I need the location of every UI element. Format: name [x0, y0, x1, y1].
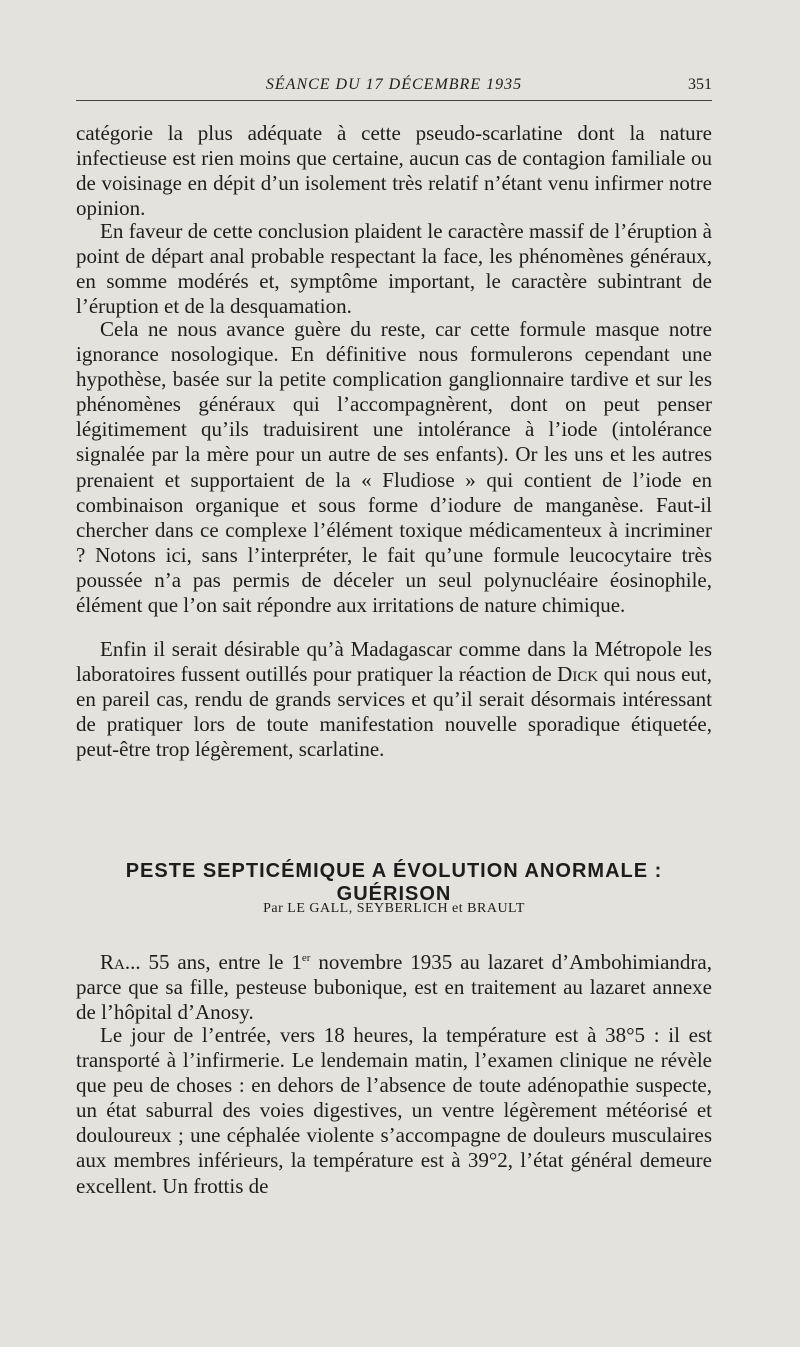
patient-intro-text-start: ... 55 ans, entre le 1	[124, 950, 302, 974]
paragraph-clinical-course: Le jour de l’entrée, vers 18 heures, la température est à 38°5 : il est transporté à l’infirmerie. Le lendemain matin, l’examen clinique ne révèle que peu de choses : en dehors de l’absence de toute adénopathie suspecte, un état saburral des voies digestives, un ventre légèrement météorisé et douloureux ; une céphalée violente s’accompagne de douleurs musculaires aux membres inférieurs, la température est à 39°2, l’état général demeure excellent. Un frottis de	[76, 1023, 712, 1198]
paragraph-laboratory-text-end: qui nous eut, en pareil cas, rendu de grands services et qu’il serait désormais intéressant de pratiquer lors de toute manifestation nouvelle sporadique étiquetée, peut-être trop légèrement, scarlatine.	[76, 662, 712, 762]
running-header	[76, 76, 712, 101]
article-authors: Par LE GALL, SEYBERLICH et BRAULT	[263, 901, 525, 916]
paragraph-patient-intro	[76, 950, 712, 1025]
patient-intro-text-end: novembre 1935 au lazaret d’Ambohimiandra, parce que sa fille, pesteuse bubonique, est en traitement au lazaret annexe de l’hôpital d’Anosy.	[76, 950, 712, 1025]
running-title: SÉANCE DU 17 DÉCEMBRE 1935	[265, 76, 523, 93]
continued-paragraph: catégorie la plus adéquate à cette pseudo-scarlatine dont la nature infectieuse est rien moins que certaine, aucun cas de contagion familiale ou de voisinage en dépit d’un isolement très relatif n’étant venu infirmer notre opinion.	[76, 121, 712, 221]
page-number: 351	[688, 76, 712, 93]
author-name-dick: Dick	[557, 662, 599, 687]
patient-name: Ra	[100, 950, 125, 974]
paragraph-laboratory-text-start: Enfin il serait désirable qu’à Madagascar comme dans la Métropole les laboratoires fussent outillés pour pratiquer la réaction de	[76, 637, 712, 687]
ordinal-suffix: er	[301, 952, 311, 964]
paragraph-hypothesis: Cela ne nous avance guère du reste, car cette formule masque notre ignorance nosologique. En définitive nous formulerons cependant une hypothèse, basée sur la petite complication ganglionnaire tardive et sur les phénomènes généraux qui l’accompagnèrent, dont on peut penser légitimement qu’ils traduisirent une intolérance à l’iode (intolérance signalée par la mère pour un autre de ses enfants). Or les uns et les autres prenaient et supportaient de la « Fludiose » qui contient de l’iode en combinaison organique et sous forme d’iodure de manganèse. Faut-il chercher dans ce complexe l’élément toxique médicamenteux à incriminer ? Notons ici, sans l’interpréter, le fait qu’une formule leucocytaire très poussée n’a pas permis de déceler un seul polynucléaire éosinophile, élément que l’on sait répondre aux irritations de nature chimique.	[76, 317, 712, 618]
paragraph-conclusion: En faveur de cette conclusion plaident le caractère massif de l’éruption à point de départ anal probable respectant la face, les phénomènes généraux, en somme modérés et, symptôme important, le caractère subintrant de l’éruption et de la desquamation.	[76, 219, 712, 319]
article-title: PESTE SEPTICÉMIQUE A ÉVOLUTION ANORMALE : GUÉRISON	[125, 860, 663, 905]
paragraph-laboratory	[76, 637, 712, 762]
